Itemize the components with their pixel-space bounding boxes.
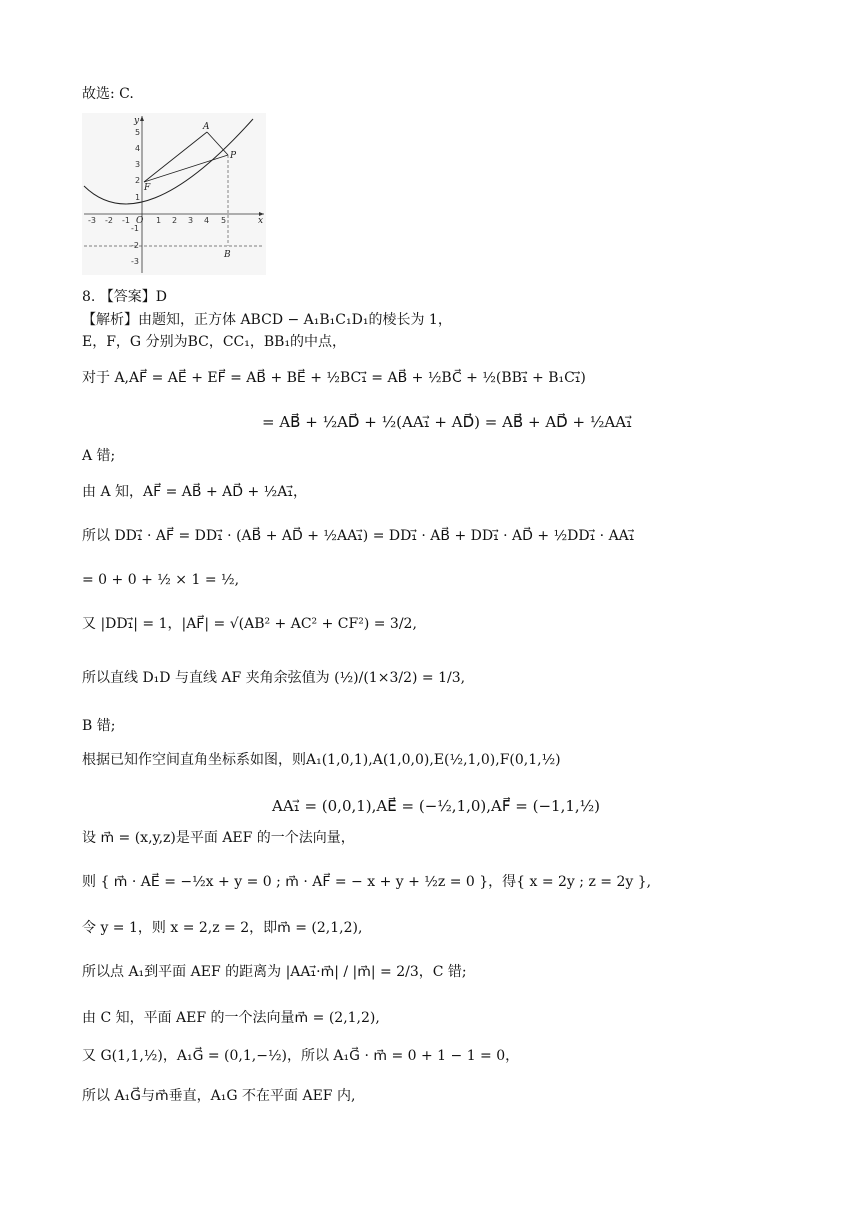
y-axis-label: y xyxy=(134,116,140,126)
x-tick: -3 xyxy=(88,216,96,225)
analysis-line: E，F，G 分别为BC，CC₁，BB₁的中点， xyxy=(82,334,347,350)
equation-line: 由 C 知，平面 AEF 的一个法向量m⃗ = (2,1,2), xyxy=(82,1010,380,1026)
y-tick: 3 xyxy=(135,160,141,169)
x-tick: 3 xyxy=(188,216,194,225)
y-tick: 1 xyxy=(135,193,141,202)
point-P-label: P xyxy=(230,151,237,161)
answer-line: 故选: C. xyxy=(82,86,134,102)
verdict-line: A 错; xyxy=(82,448,116,464)
y-tick: -1 xyxy=(131,224,139,233)
equation-line: 所以 A₁G⃗与m⃗垂直，A₁G 不在平面 AEF 内, xyxy=(82,1088,356,1104)
equation-system: 则 { m⃗ · AE⃗ = −½x + y = 0 ; m⃗ · AF⃗ = − x + y + ½z = 0 }，得{ x = 2y ; z = 2y }, xyxy=(82,874,652,890)
equation-line: 对于 A,AF⃗ = AE⃗ + EF⃗ = AB⃗ + BE⃗ + ½BC₁⃗ = AB⃗ + ½BC⃗ + ½(BB₁⃗ + B₁C₁⃗) xyxy=(82,370,586,386)
question-8-answer: 8. 【答案】D xyxy=(82,289,168,305)
x-tick-labels xyxy=(88,216,226,226)
equation-line: 所以直线 D₁D 与直线 AF 夹角余弦值为 (½)/(1×3/2) = 1/3, xyxy=(82,670,466,686)
x-tick: 2 xyxy=(172,216,178,225)
point-F-label: F xyxy=(144,183,151,193)
x-axis-label: x xyxy=(258,216,264,226)
x-tick: 1 xyxy=(156,216,162,225)
equation-line: 由 A 知，AF⃗ = AB⃗ + AD⃗ + ½A₁⃗， xyxy=(82,484,307,500)
x-tick: -1 xyxy=(122,216,130,225)
equation-line: 又 G(1,1,½)，A₁G⃗ = (0,1,−½)，所以 A₁G⃗ · m⃗ = 0 + 1 − 1 = 0， xyxy=(82,1048,520,1064)
equation-line: 又 |DD₁⃗| = 1，|AF⃗| = √(AB² + AC² + CF²) = 3/2, xyxy=(82,616,417,632)
x-tick: 5 xyxy=(221,216,227,225)
equation-line: = 0 + 0 + ½ × 1 = ½, xyxy=(82,572,240,588)
y-tick: -3 xyxy=(131,257,139,266)
equation-line: AA₁⃗ = (0,0,1),AE⃗ = (−½,1,0),AF⃗ = (−1,1,½) xyxy=(272,797,601,815)
verdict-line: B 错; xyxy=(82,718,116,734)
origin-label: O xyxy=(136,216,144,226)
equation-line: = AB⃗ + ½AD⃗ + ½(AA₁⃗ + AD⃗) = AB⃗ + AD⃗ + ½AA₁⃗ xyxy=(262,413,633,431)
x-tick: -2 xyxy=(105,216,113,225)
equation-line: 所以点 A₁到平面 AEF 的距离为 |AA₁⃗·m⃗| / |m⃗| = 2/3，C 错; xyxy=(82,964,467,980)
y-tick: 2 xyxy=(135,176,141,185)
x-tick: 4 xyxy=(204,216,210,225)
y-tick: -2 xyxy=(131,241,139,250)
equation-line: 设 m⃗ = (x,y,z)是平面 AEF 的一个法向量， xyxy=(82,830,355,846)
equation-line: 令 y = 1，则 x = 2,z = 2，即m⃗ = (2,1,2), xyxy=(82,920,363,936)
point-A-label: A xyxy=(203,122,210,132)
point-B-label: B xyxy=(224,250,231,260)
analysis-line: 【解析】由题知，正方体 ABCD − A₁B₁C₁D₁的棱长为 1， xyxy=(82,312,452,328)
parabola-figure xyxy=(82,113,266,275)
y-tick: 4 xyxy=(135,144,141,153)
y-tick: 5 xyxy=(135,128,141,137)
equation-line: 所以 DD₁⃗ · AF⃗ = DD₁⃗ · (AB⃗ + AD⃗ + ½AA₁⃗) = DD₁⃗ · AB⃗ + DD₁⃗ · AD⃗ + ½DD₁⃗ · AA₁⃗ xyxy=(82,528,635,544)
figure-background xyxy=(82,113,266,275)
equation-line: 根据已知作空间直角坐标系如图，则A₁(1,0,1),A(1,0,0),E(½,1,0),F(0,1,½) xyxy=(82,752,561,768)
